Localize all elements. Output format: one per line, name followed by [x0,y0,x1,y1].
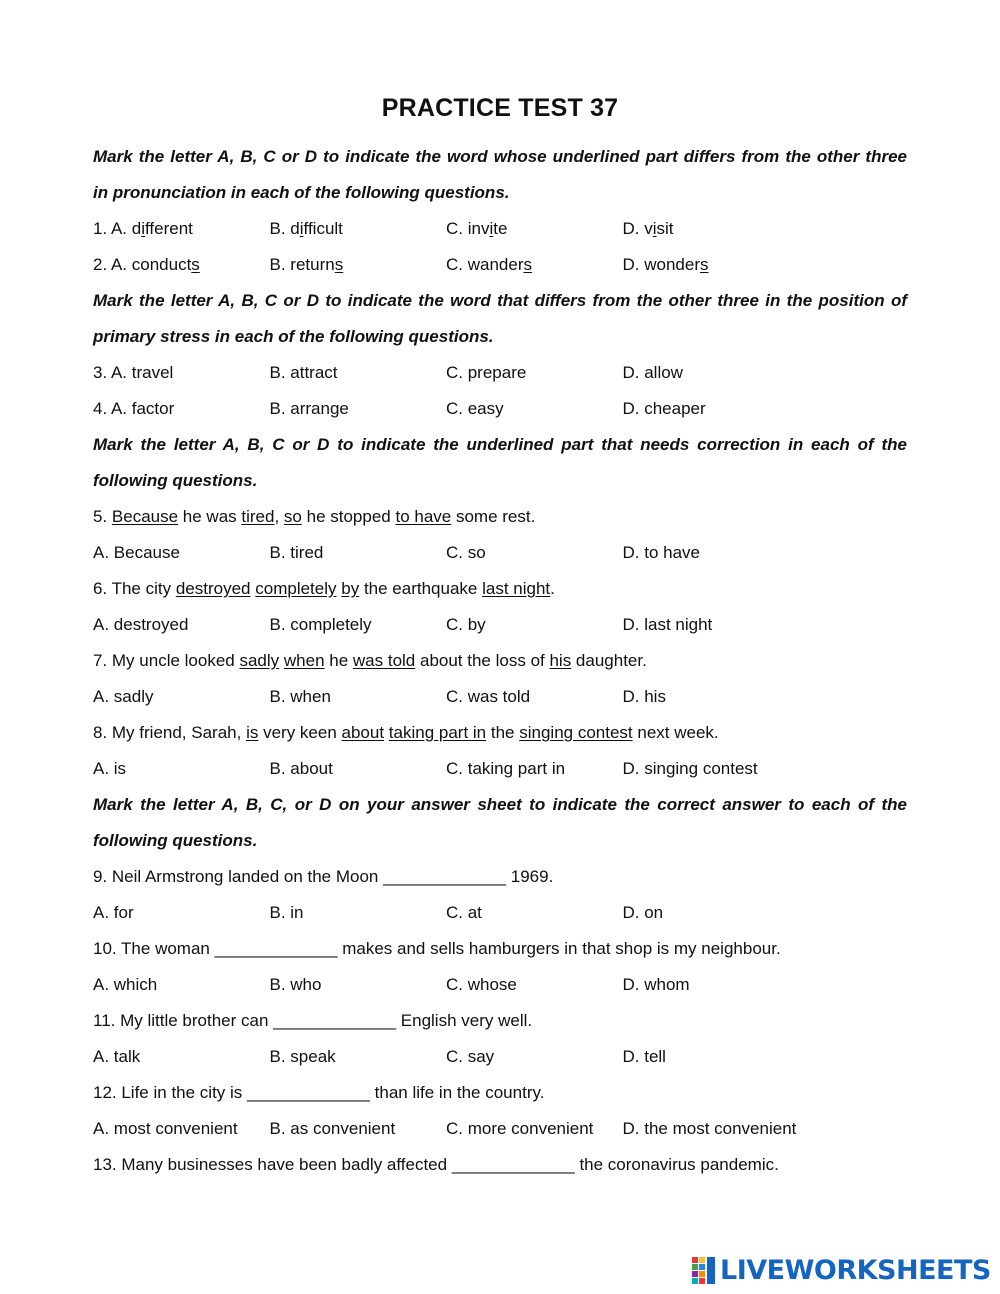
answer-option[interactable] [623,679,666,715]
text-segment: A. Because [93,543,180,562]
answer-option[interactable] [623,1039,666,1075]
section-instruction [93,463,907,499]
text-segment: Mark the letter A, B, C, or D on your answer sheet to indicate the correct answer to each of the [93,795,907,814]
answer-option[interactable] [623,391,706,427]
underlined-text: was told [352,651,416,670]
underlined-text: to have [395,507,452,526]
underlined-text: about [341,723,385,742]
text-segment: C. so [446,543,486,562]
text-segment: C. at [446,903,482,922]
question-list [93,139,907,1183]
answer-option[interactable] [93,751,270,787]
underlined-text: his [549,651,572,670]
liveworksheets-logo-icon [692,1255,716,1285]
answer-options [93,751,907,787]
text-segment: D. v [622,219,653,238]
text-segment: A. most convenient [93,1119,238,1138]
text-segment: C. by [446,615,486,634]
underlined-text: singing contest [519,723,633,742]
answer-option[interactable] [623,1111,797,1147]
text-segment: B. speak [269,1047,336,1066]
answer-option[interactable] [270,679,447,715]
text-segment: Mark the letter A, B, C or D to indicate the word whose underlined part differs from the other three [93,147,907,166]
answer-option[interactable] [270,247,447,283]
answer-options [93,1039,907,1075]
underlined-text: taking part in [388,723,487,742]
answer-option[interactable] [446,967,623,1003]
answer-options [93,535,907,571]
underlined-text: so [283,507,302,526]
text-segment: B. who [269,975,322,994]
answer-options [93,211,907,247]
text-segment: sit [656,219,674,238]
answer-options [93,895,907,931]
underlined-text: completely [255,579,337,598]
answer-option[interactable] [623,751,758,787]
text-segment: C. wander [446,255,524,274]
underlined-text: sadly [239,651,280,670]
text-segment: 6. The city [93,579,176,598]
question-text [93,499,907,535]
text-segment: A. sadly [93,687,154,706]
section-instruction [93,283,907,319]
text-segment: D. tell [622,1047,666,1066]
question-text [93,643,907,679]
text-segment: C. was told [446,687,531,706]
text-segment: 5. [93,507,112,526]
underlined-text: tired [241,507,275,526]
text-segment: very keen [258,723,342,742]
text-segment: D. allow [622,363,683,382]
underlined-text: last night [482,579,551,598]
question-text [93,859,907,895]
text-segment: in pronunciation in each of the following questions. [93,183,510,202]
answer-option[interactable] [446,607,623,643]
text-segment: B. when [269,687,331,706]
text-segment: C. easy [446,399,504,418]
page-title: PRACTICE TEST 37 [381,94,619,122]
text-segment: about the loss of [415,651,550,670]
answer-option[interactable] [270,1039,447,1075]
text-segment: B. arrange [269,399,349,418]
text-segment: Mark the letter A, B, C or D to indicate the word that differs from the other three in the position of [93,291,907,310]
text-segment: 3. A. travel [93,363,174,382]
answer-option[interactable] [270,391,447,427]
answer-option[interactable] [446,247,623,283]
text-segment: B. return [269,255,335,274]
underlined-text: Because [111,507,179,526]
text-segment: the earthquake [359,579,483,598]
text-segment: some rest. [451,507,536,526]
answer-option[interactable] [446,1111,623,1147]
answer-option[interactable] [270,1111,447,1147]
text-segment: Mark the letter A, B, C or D to indicate the underlined part that needs correction in each of the [93,435,907,454]
text-segment: fferent [144,219,193,238]
question-text [93,931,907,967]
text-segment: te [493,219,508,238]
underlined-text: i [652,219,657,238]
text-segment: B. tired [269,543,324,562]
answer-option[interactable] [270,535,447,571]
text-segment: A. for [93,903,134,922]
text-segment: A. talk [93,1047,141,1066]
underlined-text: s [191,255,200,274]
question-text [93,1003,907,1039]
text-segment: fficult [303,219,343,238]
answer-options [93,1111,907,1147]
answer-option[interactable] [93,895,270,931]
text-segment: B. attract [269,363,338,382]
answer-option[interactable] [623,607,713,643]
answer-option[interactable] [93,535,270,571]
question-text [93,715,907,751]
section-instruction [93,427,907,463]
logo-text: LIVEWORKSHEETS [720,1254,991,1286]
text-segment: 9. Neil Armstrong landed on the Moon _____________ 1969. [93,867,554,886]
text-segment: 13. Many businesses have been badly affected _____________ the coronavirus pandemic. [93,1155,779,1174]
answer-option[interactable] [270,607,447,643]
text-segment: B. about [269,759,333,778]
liveworksheets-logo[interactable] [692,1250,991,1290]
text-segment: . [550,579,555,598]
underlined-text: s [699,255,709,274]
text-segment: C. more convenient [446,1119,594,1138]
text-segment: B. d [269,219,300,238]
text-segment: D. cheaper [622,399,706,418]
underlined-text: s [334,255,344,274]
text-segment: D. singing contest [622,759,758,778]
answer-options [93,607,907,643]
question-text [93,1075,907,1111]
question-text [93,1147,907,1183]
answer-option[interactable] [93,967,270,1003]
underlined-text: when [283,651,325,670]
answer-option[interactable] [623,895,664,931]
text-segment: , [274,507,284,526]
underlined-text: is [246,723,259,742]
answer-option[interactable] [623,211,674,247]
answer-option[interactable] [93,211,270,247]
answer-options [93,967,907,1003]
text-segment: 1. A. d [93,219,142,238]
text-segment: daughter. [571,651,647,670]
answer-option[interactable] [93,607,270,643]
text-segment: 8. My friend, Sarah, [93,723,247,742]
answer-option[interactable] [93,391,270,427]
answer-option[interactable] [270,895,447,931]
answer-option[interactable] [623,967,690,1003]
text-segment: C. prepare [446,363,527,382]
text-segment: 2. A. conduct [93,255,192,274]
text-segment: D. the most convenient [622,1119,797,1138]
answer-option[interactable] [446,535,623,571]
answer-options [93,391,907,427]
answer-option[interactable] [623,355,683,391]
text-segment: following questions. [93,471,258,490]
text-segment: C. inv [446,219,490,238]
answer-option[interactable] [93,247,270,283]
answer-option[interactable] [446,211,623,247]
answer-option[interactable] [446,391,623,427]
text-segment: C. taking part in [446,759,566,778]
text-segment: B. completely [269,615,372,634]
text-segment: next week. [632,723,719,742]
text-segment: following questions. [93,831,258,850]
answer-option[interactable] [93,679,270,715]
underlined-text: by [341,579,360,598]
answer-option[interactable] [93,355,270,391]
text-segment: A. destroyed [93,615,189,634]
answer-option[interactable] [446,751,623,787]
text-segment: 10. The woman _____________ makes and sells hamburgers in that shop is my neighbour. [93,939,781,958]
question-text [93,571,907,607]
section-instruction [93,823,907,859]
text-segment: B. as convenient [269,1119,396,1138]
text-segment: the [486,723,520,742]
answer-option[interactable] [446,355,623,391]
answer-option[interactable] [623,247,709,283]
underlined-text: i [299,219,304,238]
answer-option[interactable] [446,1039,623,1075]
underlined-text: i [489,219,494,238]
underlined-text: i [141,219,145,238]
text-segment: 12. Life in the city is _____________ than life in the country. [93,1083,545,1102]
underlined-text: destroyed [175,579,251,598]
text-segment: 7. My uncle looked [93,651,240,670]
underlined-text: s [523,255,532,274]
text-segment: he [324,651,353,670]
text-segment: D. whom [622,975,690,994]
text-segment: C. whose [446,975,517,994]
answer-option[interactable] [270,355,447,391]
answer-option[interactable] [270,967,447,1003]
text-segment: D. wonder [622,255,700,274]
text-segment: C. say [446,1047,495,1066]
section-instruction [93,139,907,175]
answer-options [93,679,907,715]
text-segment: 4. A. factor [93,399,175,418]
answer-options [93,355,907,391]
answer-option[interactable] [93,1039,270,1075]
answer-option[interactable] [623,535,701,571]
answer-option[interactable] [93,1111,270,1147]
text-segment: A. which [93,975,158,994]
text-segment: B. in [269,903,304,922]
section-instruction [93,175,907,211]
text-segment: D. on [622,903,664,922]
section-instruction [93,319,907,355]
answer-option[interactable] [270,211,447,247]
text-segment: 11. My little brother can _____________ English very well. [93,1011,533,1030]
answer-option[interactable] [446,895,623,931]
text-segment: A. is [93,759,127,778]
section-instruction [93,787,907,823]
answer-options [93,247,907,283]
text-segment: D. his [622,687,666,706]
answer-option[interactable] [446,679,623,715]
text-segment: he stopped [301,507,396,526]
answer-option[interactable] [270,751,447,787]
text-segment: primary stress in each of the following questions. [93,327,494,346]
text-segment: D. last night [622,615,713,634]
text-segment: he was [178,507,242,526]
text-segment: D. to have [622,543,700,562]
